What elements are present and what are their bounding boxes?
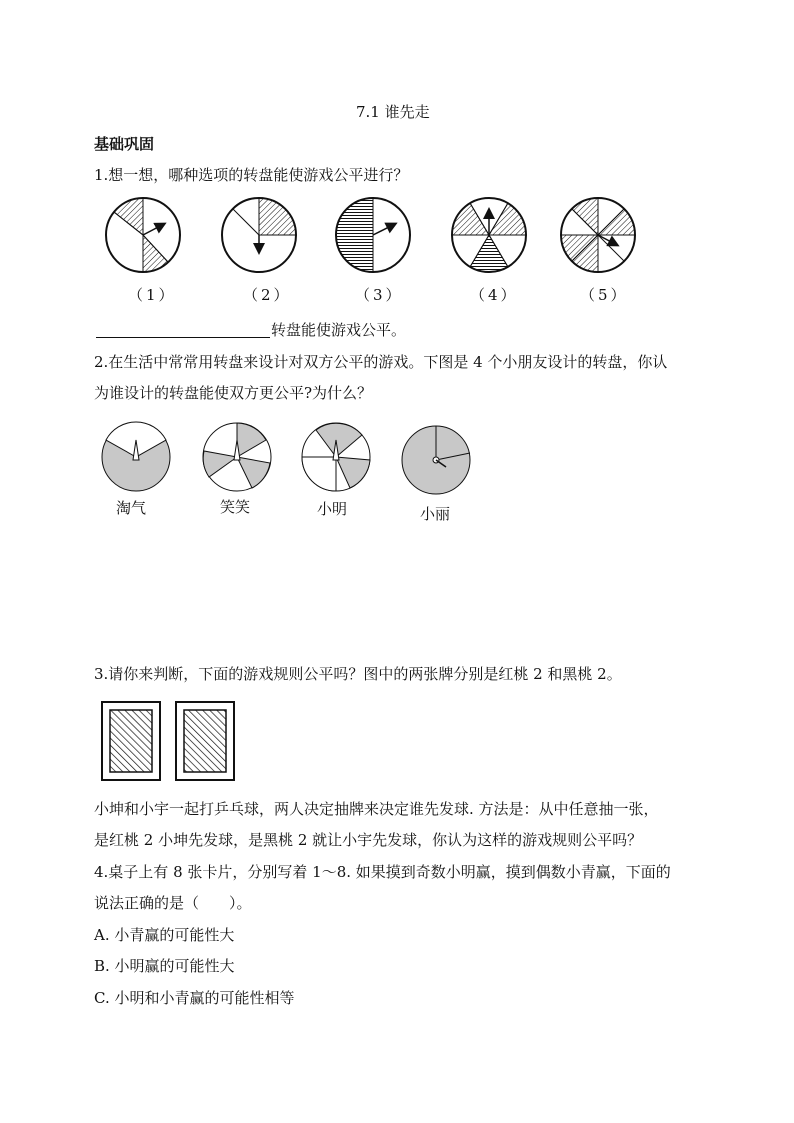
name-taoqi: 淘气: [116, 499, 147, 517]
option-label-1: （1）: [128, 286, 177, 304]
name-xiaoming: 小明: [317, 500, 348, 518]
q1-spinners-figure: [0, 190, 794, 330]
question-2-line-2: 为谁设计的转盘能使双方更公平?为什么？: [94, 384, 373, 402]
section-heading: 基础巩固: [94, 135, 155, 153]
question-1-text: 1.想一想，哪种选项的转盘能使游戏公平进行？: [94, 166, 409, 184]
question-4-line-1: 4.桌子上有 8 张卡片，分别写着 1～8. 如果摸到奇数小明赢，摸到偶数小青赢，下面的: [94, 863, 671, 881]
spinner-xiaoming-icon: [302, 423, 370, 491]
answer-blank[interactable]: [96, 337, 270, 338]
spinner-3-icon: [336, 198, 410, 272]
question-4-line-2: 说法正确的是（ ）。: [94, 894, 252, 912]
spinner-5-icon: [561, 198, 635, 272]
question-3-desc-1: 小坤和小宇一起打乒乓球，两人决定抽牌来决定谁先发球. 方法是：从中任意抽一张，: [94, 800, 659, 818]
card-spade-2-icon: [176, 702, 234, 780]
card-heart-2-icon: [102, 702, 160, 780]
playing-cards-figure: [100, 700, 250, 785]
option-a[interactable]: A. 小青赢的可能性大: [94, 926, 235, 944]
spinner-xiaoli-icon: [402, 426, 470, 494]
option-b[interactable]: B. 小明赢的可能性大: [94, 957, 235, 975]
spinner-xiaoxiao-icon: [203, 423, 271, 491]
option-label-4: （4）: [470, 286, 519, 304]
spinner-1-icon: [106, 198, 180, 272]
option-label-5: （5）: [580, 286, 629, 304]
question-2-line-1: 2.在生活中常常用转盘来设计对双方公平的游戏。下图是 4 个小朋友设计的转盘，你认: [94, 353, 668, 371]
spinner-4-icon: [452, 198, 526, 272]
option-c[interactable]: C. 小明和小青赢的可能性相等: [94, 989, 295, 1007]
option-label-3: （3）: [355, 286, 404, 304]
option-label-2: （2）: [243, 286, 292, 304]
name-xiaoxiao: 笑笑: [220, 498, 251, 516]
q1-answer-suffix: 转盘能使游戏公平。: [271, 321, 407, 339]
question-3-text: 3.请你来判断，下面的游戏规则公平吗？图中的两张牌分别是红桃 2 和黑桃 2。: [94, 665, 622, 683]
page-title: 7.1 谁先走: [356, 103, 430, 121]
spinner-2-icon: [222, 198, 296, 272]
name-xiaoli: 小丽: [420, 505, 451, 523]
spinner-taoqi-icon: [102, 422, 170, 491]
question-3-desc-2: 是红桃 2 小坤先发球，是黑桃 2 就让小宇先发球，你认为这样的游戏规则公平吗？: [94, 831, 643, 849]
